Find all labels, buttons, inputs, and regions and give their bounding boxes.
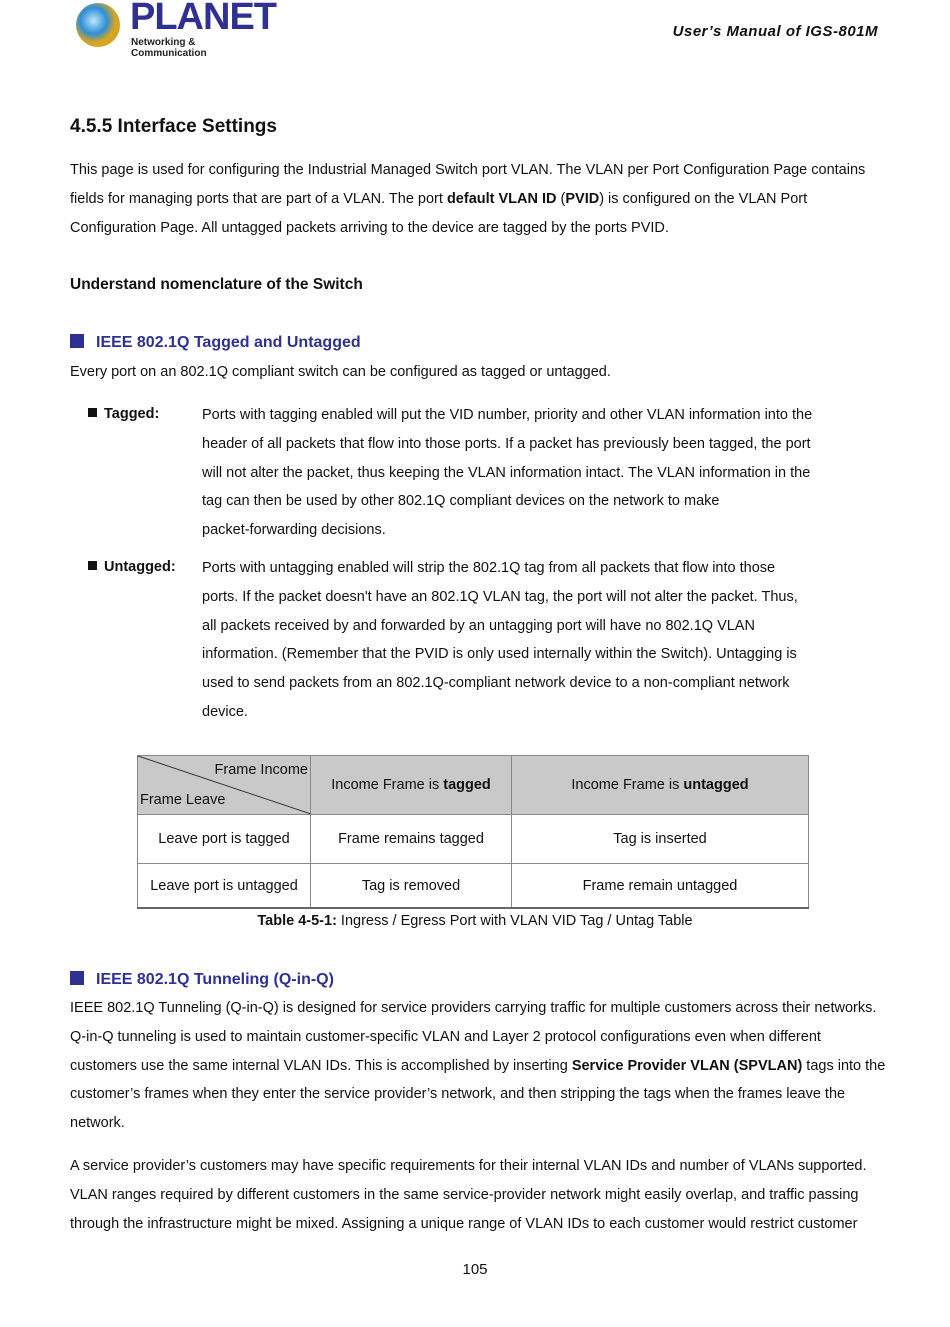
paragraph-line: fields for managing ports that are part of a VLAN. The port default VLAN ID (PVID) is configured on the VLAN Port (70, 191, 808, 207)
bullet-label: Untagged: (88, 559, 176, 575)
paragraph-line: A service provider’s customers may have specific requirements for their internal VLAN IDs and number of VLANs supported. (70, 1158, 867, 1174)
corner-header-cell (138, 756, 311, 815)
paragraph-line: Ports with tagging enabled will put the VID number, priority and other VLAN information into the (202, 407, 813, 423)
paragraph-line: all packets received by and forwarded by an untagging port will have no 802.1Q VLAN (202, 617, 755, 634)
section-title: 4.5.5 Interface Settings (70, 116, 277, 137)
paragraph-line: customer’s frames when they enter the service provider’s network, and then stripping the tags when the frames leave the (70, 1086, 846, 1103)
table-cell: Frame remains tagged (311, 815, 512, 864)
paragraph-line: information. (Remember that the PVID is only used internally within the Switch). Untagging is (202, 646, 797, 663)
square-bullet-icon (70, 971, 84, 985)
planet-logo (74, 0, 276, 59)
subheading: Understand nomenclature of the Switch (70, 276, 363, 293)
manual-header: User’s Manual of IGS-801M (672, 23, 878, 40)
section-heading-text: IEEE 802.1Q Tagged and Untagged (96, 334, 361, 351)
paragraph-line: header of all packets that flow into those ports. If a packet has previously been tagged, the port (202, 435, 811, 452)
paragraph-line: device. (202, 704, 248, 720)
square-bullet-icon (88, 408, 97, 417)
paragraph-line: through the infrastructure might be mixed. Assigning a unique range of VLAN IDs to each customer would restrict customer (70, 1216, 858, 1232)
paragraph-line: tag can then be used by other 802.1Q compliant devices on the network to make (202, 493, 720, 510)
column-header: Income Frame is tagged (311, 756, 512, 815)
vlan-tag-table (137, 755, 809, 909)
corner-bottom-label: Frame Leave (140, 792, 226, 808)
paragraph-line: ports. If the packet doesn't have an 802.1Q VLAN tag, the port will not alter the packet. Thus, (202, 588, 798, 605)
page-number: 105 (462, 1261, 488, 1278)
square-bullet-icon (70, 334, 84, 348)
table-cell: Tag is inserted (512, 815, 809, 864)
section-heading-tagged (70, 334, 361, 352)
logo-tagline: Networking & Communication (131, 37, 207, 59)
corner-top-label: Frame Income (214, 762, 308, 778)
column-header: Income Frame is untagged (512, 756, 809, 815)
paragraph-line: VLAN ranges required by different customers in the same service-provider network might easily overlap, and traffic passing (70, 1187, 859, 1203)
paragraph-line: will not alter the packet, thus keeping the VLAN information intact. The VLAN information in the (202, 464, 811, 481)
bullet-label: Tagged: (88, 406, 159, 422)
table-cell: Leave port is untagged (138, 864, 311, 909)
logo-brand: PLANET (130, 0, 276, 38)
paragraph-line: customers use the same internal VLAN IDs. This is accomplished by inserting Service Provider VLAN (SPVLAN) tags into the (70, 1057, 886, 1074)
paragraph-line: used to send packets from an 802.1Q-compliant network device to a non-compliant network (202, 675, 790, 692)
section-heading-text: IEEE 802.1Q Tunneling (Q-in-Q) (96, 971, 334, 988)
table-cell: Tag is removed (311, 864, 512, 909)
table-cell: Frame remain untagged (512, 864, 809, 909)
table-caption: Table 4-5-1: Ingress / Egress Port with VLAN VID Tag / Untag Table (257, 913, 693, 929)
table-row (138, 864, 809, 909)
section-heading-qinq (70, 971, 334, 989)
table-cell: Leave port is tagged (138, 815, 311, 864)
paragraph-line: Every port on an 802.1Q compliant switch can be configured as tagged or untagged. (70, 364, 611, 380)
square-bullet-icon (88, 561, 97, 570)
paragraph-line: Configuration Page. All untagged packets arriving to the device are tagged by the ports PVID. (70, 220, 669, 236)
table-row (138, 815, 809, 864)
paragraph-line: IEEE 802.1Q Tunneling (Q-in-Q) is designed for service providers carrying traffic for multiple customers across their networks. (70, 1000, 877, 1016)
paragraph-line: network. (70, 1115, 125, 1132)
paragraph-line: Q-in-Q tunneling is used to maintain customer-specific VLAN and Layer 2 protocol configurations even when different (70, 1028, 821, 1045)
paragraph-line: packet-forwarding decisions. (202, 522, 386, 539)
paragraph-line: This page is used for configuring the Industrial Managed Switch port VLAN. The VLAN per Port Configuration Page contains (70, 162, 866, 178)
paragraph-line: Ports with untagging enabled will strip the 802.1Q tag from all packets that flow into those (202, 560, 776, 576)
